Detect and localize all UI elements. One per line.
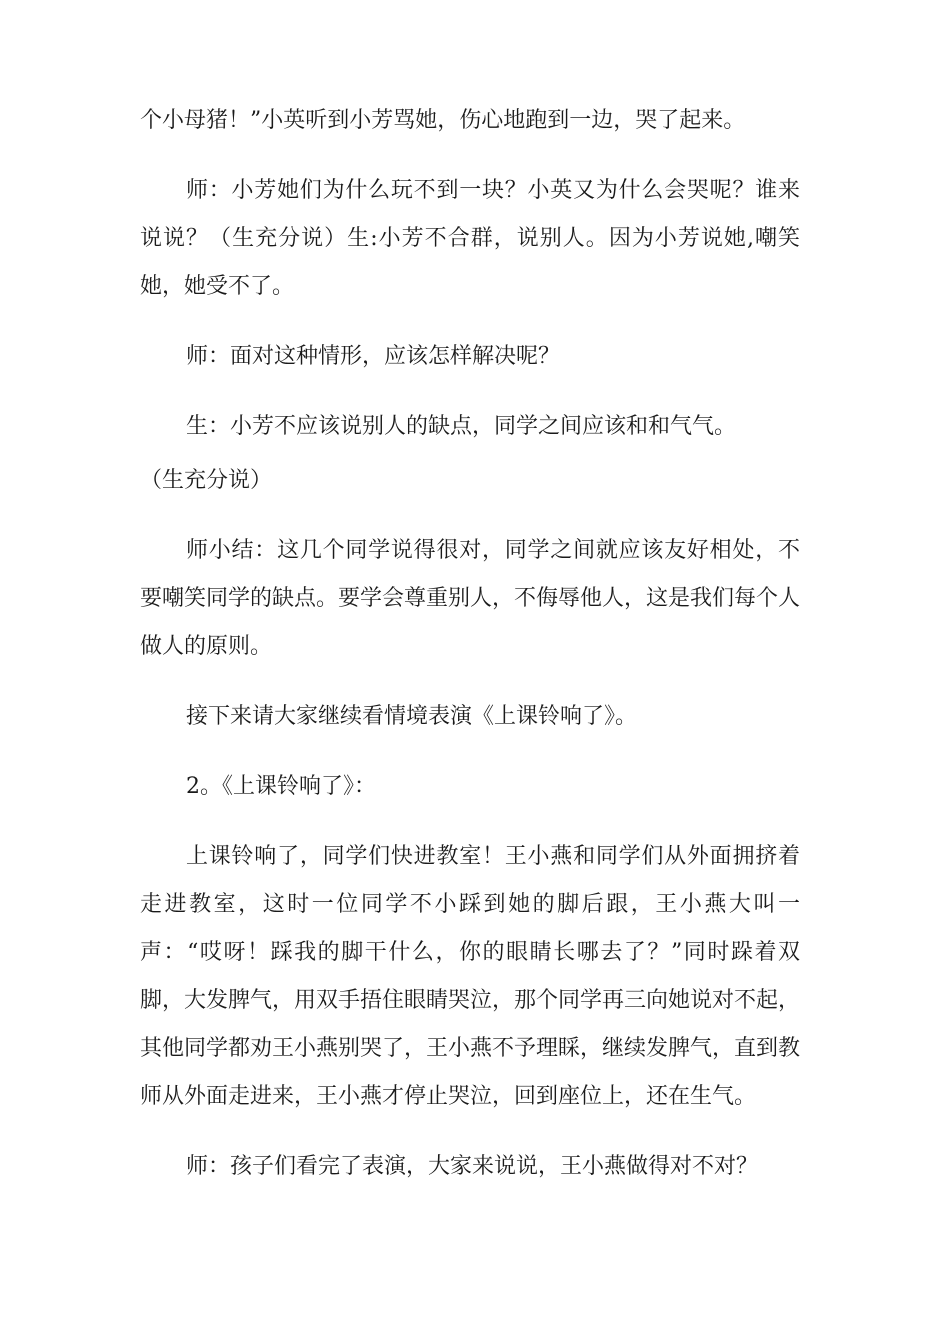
paragraph-teacher-summary: 师小结：这几个同学说得很对，同学之间就应该友好相处，不要嘲笑同学的缺点。要学会尊重别人，不侮辱他人，这是我们每个人做人的原则。 [140, 538, 801, 659]
paragraph-teacher-final-question: 师：孩子们看完了表演，大家来说说，王小燕做得对不对？ [186, 1154, 759, 1179]
paragraph-student-discussion: （生充分说） [140, 468, 273, 493]
paragraph-student-answer: 生：小芳不应该说别人的缺点，同学之间应该和和气气。 [186, 414, 737, 439]
paragraph-continuation: 个小母猪！”小英听到小芳骂她，伤心地跑到一边，哭了起来。 [140, 108, 746, 133]
document-body [140, 97, 800, 1213]
paragraph-scene-description: 上课铃响了，同学们快进教室！王小燕和同学们从外面拥挤着走进教室，这时一位同学不小踩到她的脚后跟，王小燕大叫一声：“哎呀！踩我的脚干什么，你的眼睛长哪去了？”同时跺着双脚，大发脾气，用双手捂住眼睛哭泣，那个同学再三向她说对不起，其他同学都劝王小燕别哭了，王小燕不予理睬，继续发脾气，直到教师从外面走进来，王小燕才停止哭泣，回到座位上，还在生气。 [140, 844, 801, 1109]
paragraph-teacher-question: 师：小芳她们为什么玩不到一块？小英又为什么会哭呢？谁来说说？（生充分说）生:小芳不合群，说别人。因为小芳说她,嘲笑她，她受不了。 [140, 178, 800, 299]
paragraph-next-scene: 接下来请大家继续看情境表演《上课铃响了》。 [186, 704, 638, 729]
section-heading-bell-rings: 2。《上课铃响了》： [186, 774, 376, 799]
paragraph-teacher-how-solve: 师：面对这种情形，应该怎样解决呢？ [186, 344, 561, 369]
